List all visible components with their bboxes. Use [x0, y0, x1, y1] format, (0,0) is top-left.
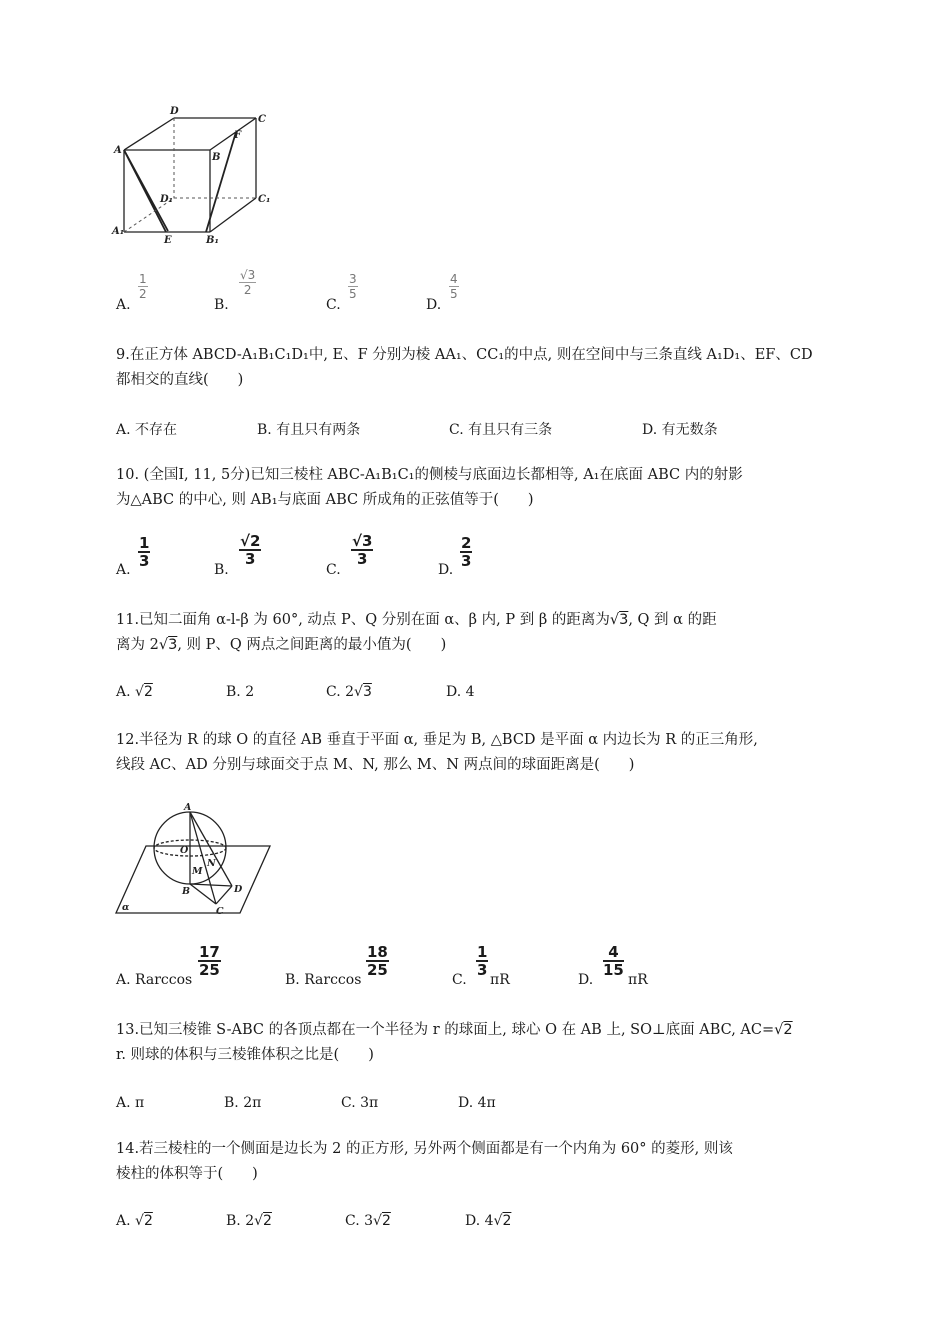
q10-option-a-label[interactable]: A. [116, 562, 131, 578]
q10-option-d-fraction: $\frac{2}{3}$ [461, 534, 472, 570]
q8-option-d-fraction: $\frac{4}{5}$ [450, 272, 458, 301]
q11-line-1: 11.已知二面角 α-l-β 为 60°, 动点 P、Q 分别在面 α、β 内, P 到 β 的距离为√3, Q 到 α 的距 [116, 612, 717, 628]
q9-option-d[interactable]: D. 有无数条 [642, 422, 718, 438]
q8-option-c-label[interactable]: C. [326, 297, 341, 313]
q14-option-c[interactable]: C. 3√2 [345, 1213, 391, 1229]
q14-option-b[interactable]: B. 2√2 [226, 1213, 272, 1229]
sphere-plane-figure [112, 798, 277, 920]
q11-option-c[interactable]: C. 2√3 [326, 684, 372, 700]
q9-line-2: 都相交的直线( ) [116, 372, 244, 388]
q10-option-a-fraction: $\frac{1}{3}$ [139, 534, 150, 570]
q12-option-c-label[interactable]: C. [452, 972, 467, 988]
q11-option-d[interactable]: D. 4 [446, 684, 475, 700]
cube-figure [108, 100, 278, 250]
q9-line-1: 9.在正方体 ABCD-A₁B₁C₁D₁中, E、F 分别为棱 AA₁、CC₁的中点, 则在空间中与三条直线 A₁D₁、EF、CD [116, 347, 813, 363]
fig2-label-N: N [207, 858, 216, 869]
q8-option-c-fraction: $\frac{3}{5}$ [349, 272, 357, 301]
question-13 [116, 1018, 836, 1068]
q14-option-a[interactable]: A. √2 [116, 1213, 153, 1229]
q12-option-c-fraction: $\frac{1}{3}$ [477, 943, 488, 979]
q12-option-d-tail: πR [628, 972, 648, 988]
q12-option-a-label[interactable]: A. Rarccos [116, 972, 193, 988]
fig-label-A: A [114, 145, 122, 156]
fig2-label-C: C [216, 906, 224, 917]
fig2-label-B: B [182, 886, 191, 897]
q8-option-b-fraction: $\frac{√3}{2}$ [240, 268, 256, 297]
fig-label-E: E [164, 235, 172, 246]
fig2-label-M: M [192, 866, 203, 877]
q13-option-c[interactable]: C. 3π [341, 1095, 379, 1111]
q11-line-2: 离为 2√3, 则 P、Q 两点之间距离的最小值为( ) [116, 637, 447, 653]
q8-option-a-fraction: $\frac{1}{2}$ [139, 272, 147, 301]
question-10 [116, 463, 836, 513]
q14-line-1: 14.若三棱柱的一个侧面是边长为 2 的正方形, 另外两个侧面都是有一个内角为 60° 的菱形, 则该 [116, 1141, 733, 1157]
fig-label-C1: C₁ [258, 194, 271, 205]
q12-option-b-fraction: $\frac{18}{25}$ [367, 943, 388, 979]
fig2-label-A: A [184, 802, 192, 813]
q12-option-d-label[interactable]: D. [578, 972, 594, 988]
fig-label-D: D [170, 106, 179, 117]
q8-option-d-label[interactable]: D. [426, 297, 442, 313]
fig2-label-O: O [180, 845, 189, 856]
fig-label-A1: A₁ [112, 226, 125, 237]
q13-option-b[interactable]: B. 2π [224, 1095, 262, 1111]
fig2-label-D: D [234, 884, 243, 895]
q12-line-2: 线段 AC、AD 分别与球面交于点 M、N, 那么 M、N 两点间的球面距离是( ) [116, 757, 635, 773]
q14-line-2: 棱柱的体积等于( ) [116, 1166, 258, 1182]
q13-sqrt-2: √2 [774, 1022, 793, 1038]
fig-label-F: F [234, 130, 242, 141]
fig-label-B1: B₁ [206, 235, 219, 246]
q10-option-b-fraction: $\frac{√2}{3}$ [240, 532, 261, 568]
question-12 [116, 728, 836, 778]
q10-option-b-label[interactable]: B. [214, 562, 229, 578]
fig2-label-alpha: α [122, 902, 130, 913]
q13-option-d[interactable]: D. 4π [458, 1095, 496, 1111]
q10-line-1: 10. (全国Ⅰ, 11, 5分)已知三棱柱 ABC-A₁B₁C₁的侧棱与底面边长都相等, A₁在底面 ABC 内的射影 [116, 467, 743, 483]
q12-option-a-fraction: $\frac{17}{25}$ [199, 943, 220, 979]
q10-option-d-label[interactable]: D. [438, 562, 454, 578]
fig-label-D1: D₁ [160, 194, 174, 205]
q12-option-d-fraction: $\frac{4}{15}$ [603, 943, 624, 979]
q11-option-b[interactable]: B. 2 [226, 684, 255, 700]
q10-line-2: 为△ABC 的中心, 则 AB₁与底面 ABC 所成角的正弦值等于( ) [116, 492, 534, 508]
q9-option-b[interactable]: B. 有且只有两条 [257, 422, 361, 438]
q11-sqrt-3b: √3 [158, 637, 178, 653]
q9-option-c[interactable]: C. 有且只有三条 [449, 422, 553, 438]
question-14 [116, 1137, 836, 1187]
question-9 [116, 343, 836, 393]
q13-option-a[interactable]: A. π [116, 1095, 145, 1111]
q12-line-1: 12.半径为 R 的球 O 的直径 AB 垂直于平面 α, 垂足为 B, △BCD 是平面 α 内边长为 R 的正三角形, [116, 732, 758, 748]
q10-option-c-label[interactable]: C. [326, 562, 341, 578]
q8-option-b-label[interactable]: B. [214, 297, 229, 313]
q8-option-a-label[interactable]: A. [116, 297, 131, 313]
question-11 [116, 608, 836, 658]
q9-option-a[interactable]: A. 不存在 [116, 422, 178, 438]
q10-option-c-fraction: $\frac{√3}{3}$ [352, 532, 373, 568]
q14-option-d[interactable]: D. 4√2 [465, 1213, 512, 1229]
q13-line-1: 13.已知三棱锥 S-ABC 的各顶点都在一个半径为 r 的球面上, 球心 O 在 AB 上, SO⊥底面 ABC, AC=√2 [116, 1022, 793, 1038]
q11-sqrt-3: √3 [609, 612, 629, 628]
q12-option-b-label[interactable]: B. Rarccos [285, 972, 362, 988]
q12-option-c-tail: πR [490, 972, 510, 988]
q11-option-a[interactable]: A. √2 [116, 684, 153, 700]
fig-label-C: C [258, 114, 266, 125]
fig-label-B: B [212, 152, 221, 163]
q13-line-2: r. 则球的体积与三棱锥体积之比是( ) [116, 1047, 374, 1063]
